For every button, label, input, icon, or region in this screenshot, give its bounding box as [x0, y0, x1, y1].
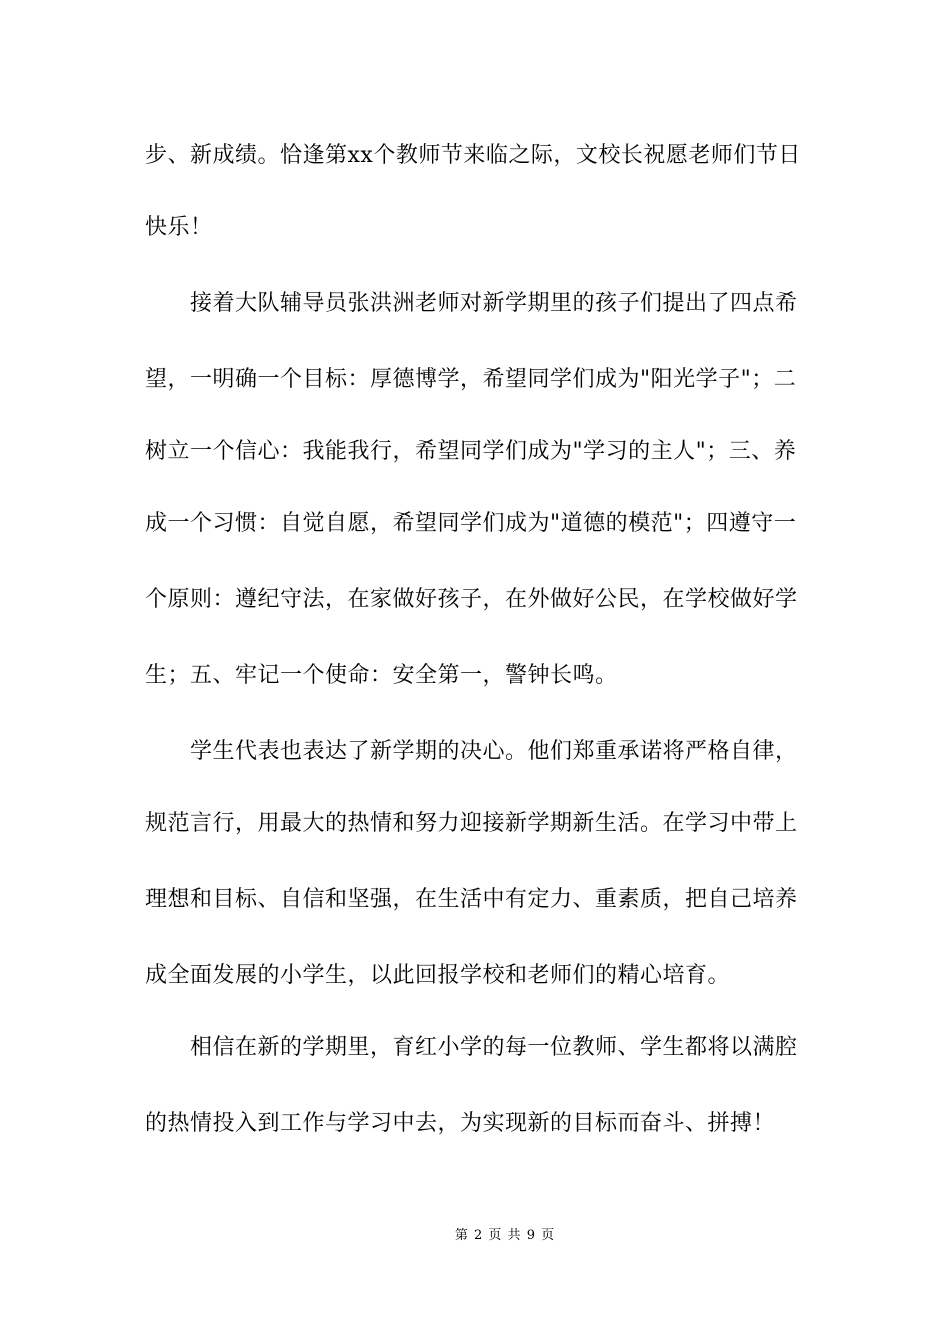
- text-line-2: 快乐！: [145, 215, 213, 240]
- text-line-10: 规范言行，用最大的热情和努力迎接新学期新生活。在学习中带上: [145, 811, 798, 836]
- text-line-4: 望，一明确一个目标：厚德博学，希望同学们成为"阳光学子"；二: [145, 367, 797, 392]
- text-line-8: 生；五、牢记一个使命：安全第一，警钟长鸣。: [145, 663, 618, 688]
- text-line-13: 相信在新的学期里，育红小学的每一位教师、学生都将以满腔: [145, 1035, 798, 1060]
- text-line-5: 树立一个信心：我能我行，希望同学们成为"学习的主人"；三、养: [145, 439, 797, 464]
- text-line-7: 个原则：遵纪守法，在家做好孩子，在外做好公民，在学校做好学: [145, 587, 798, 612]
- page-number-footer: 第 2 页 共 9 页: [454, 1228, 556, 1243]
- text-line-12: 成全面发展的小学生，以此回报学校和老师们的精心培育。: [145, 963, 731, 988]
- text-line-6: 成一个习惯：自觉自愿，希望同学们成为"道德的模范"；四遵守一: [145, 511, 797, 536]
- text-line-14: 的热情投入到工作与学习中去，为实现新的目标而奋斗、拼搏！: [145, 1111, 776, 1136]
- text-line-1: 步、新成绩。恰逢第xx个教师节来临之际，文校长祝愿老师们节日: [145, 143, 801, 168]
- text-line-9: 学生代表也表达了新学期的决心。他们郑重承诺将严格自律，: [145, 739, 798, 764]
- text-line-11: 理想和目标、自信和坚强，在生活中有定力、重素质，把自己培养: [145, 887, 798, 912]
- text-line-3: 接着大队辅导员张洪洲老师对新学期里的孩子们提出了四点希: [145, 291, 798, 316]
